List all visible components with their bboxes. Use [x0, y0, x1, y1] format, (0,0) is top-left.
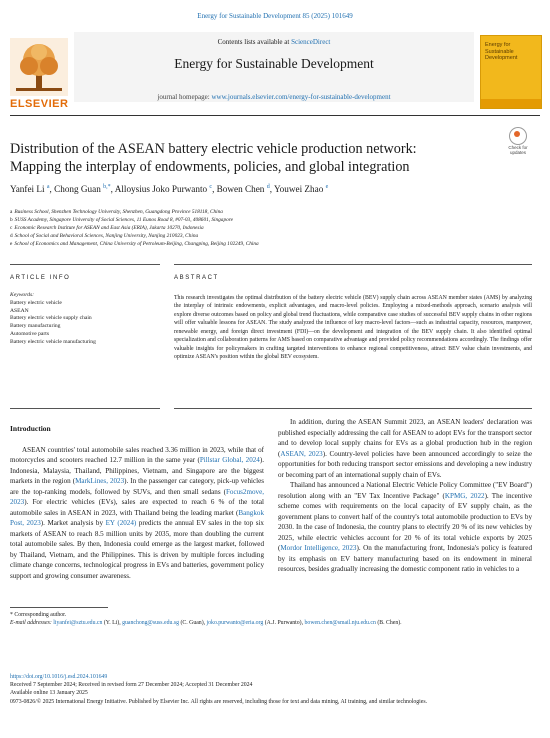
journal-homepage	[74, 93, 474, 101]
affiliations	[10, 208, 530, 248]
author-name: Youwei Zhao	[273, 184, 324, 195]
sciencedirect-link[interactable]: ScienceDirect	[291, 38, 331, 46]
email-link[interactable]: bowen.chen@smail.nju.edu.cn	[304, 620, 376, 627]
corresponding-author-note: * Corresponding author.	[10, 612, 67, 618]
available-online: Available online 13 January 2025	[10, 690, 88, 697]
author-affil-marker[interactable]: e	[325, 184, 329, 190]
article-info-heading: ARTICLE INFO	[10, 275, 71, 281]
journal-masthead	[10, 32, 540, 110]
text-run: ). Country-level policies have been announced accordingly to seize the opportunities for both reducing transport sector emissions and developing a new industry or becoming part of an international supply chain of EVs.	[278, 449, 532, 479]
cover-band	[481, 99, 541, 108]
author-affil-marker[interactable]: c	[209, 184, 213, 190]
author[interactable]	[217, 184, 270, 194]
citation-link[interactable]: Pillstar Global, 2024	[199, 456, 260, 464]
title-line-2: Mapping the interplay of endowments, policies, and global integration	[10, 159, 410, 175]
article-info-rule	[10, 264, 160, 265]
author-name: Yanfei Li	[10, 184, 45, 195]
email-owner: (C. Guan),	[180, 620, 206, 627]
keyword: Battery electric vehicle manufacturing	[10, 338, 96, 345]
author[interactable]	[115, 184, 212, 194]
abstract-heading: ABSTRACT	[174, 275, 219, 281]
doi-link[interactable]: https://doi.org/10.1016/j.esd.2024.101649	[10, 674, 108, 680]
affiliation	[10, 216, 530, 224]
body-paragraph	[278, 417, 532, 480]
affiliation-key: d	[10, 233, 13, 240]
affiliation	[10, 232, 530, 240]
abstract-rule	[174, 264, 532, 265]
running-header[interactable]: Energy for Sustainable Development 85 (2025) 101649	[197, 12, 353, 20]
copyright-notice: 0973-0826/© 2025 International Energy Initiative. Published by Elsevier Inc. All rights are reserved, including those for text and data mining, AI training, and similar technologies.	[10, 698, 428, 705]
title-line-1: Distribution of the ASEAN battery electric vehicle production network:	[10, 141, 417, 157]
keywords-block	[10, 292, 150, 347]
email-link[interactable]: joko.purwanto@eria.org	[206, 620, 264, 627]
body-paragraph	[10, 445, 264, 582]
author-name: Alloysius Joko Purwanto	[114, 184, 208, 195]
text-run: ). The incentive scheme comes with requirements on the local capacity of EV supply chain, as the government plans to convert half of the country's total automobile production to EVs by 2030. In the case of Indonesia, the country plans to electrify 20 % of its new vehicles by 2025, while electric vehicles account for 20 % of its total vehicle exports by 2025 (	[278, 491, 532, 552]
text-run: ). Market analysis by	[40, 519, 106, 527]
journal-cover-thumbnail[interactable]	[480, 35, 542, 109]
text-run: Thailand has announced a National Electric Vehicle Policy Committee ("EV Board") resolution along with an "EV Tax Incentive Package" (	[278, 481, 532, 500]
keyword: Battery electric vehicle	[10, 299, 62, 306]
email-label: E-mail addresses:	[10, 620, 52, 627]
text-run: predicts the annual EV sales in the top six markets of ASEAN to reach 8.5 million units by 2035, more than doubling the current total automobile sales. By then, Indonesia could emerge as the largest market, followed by Thailand, Vietnam, and the Philippines. This is driven by multiple forces including climate change concerns, technological progress in EVs and batteries, government policy support and growing consumer awareness.	[10, 519, 264, 580]
author-list: Yanfei Li $^a$, Chong Guan $^{b,*}$, Alloysius Joko Purwanto $^c$, Bowen Chen $^d$, Youwei Zhao $^e$	[10, 184, 329, 195]
abstract-bottom-rule	[174, 408, 532, 409]
article-metadata	[10, 673, 540, 706]
citation-link[interactable]: KPMG, 2022	[444, 491, 485, 500]
email-owner: (B. Chen).	[377, 620, 402, 627]
author[interactable]	[10, 184, 50, 194]
homepage-prefix: journal homepage:	[157, 93, 210, 101]
body-paragraph	[278, 480, 532, 575]
publisher-name: ELSEVIER	[10, 98, 69, 110]
homepage-link[interactable]: www.journals.elsevier.com/energy-for-sustainable-development	[211, 93, 391, 101]
author-affil-marker[interactable]: d	[266, 184, 270, 190]
check-for-updates-badge[interactable]	[505, 127, 531, 157]
footnote-rule	[10, 607, 108, 608]
citation-link[interactable]: Bangkok Post, 2023	[10, 508, 264, 527]
text-run: In addition, during the ASEAN Summit 2023, an ASEAN leaders' declaration was published especially addressing the call for ASEAN to adopt EVs for the transport sector and to develop local supply chains for EVs as a global production hub in the region (	[278, 418, 532, 458]
cover-title: Energy for Sustainable Development	[485, 42, 518, 61]
email-link[interactable]: liyanfei@sztu.edu.cn	[53, 620, 103, 627]
contents-prefix: Contents lists available at	[217, 38, 290, 46]
author-affil-marker[interactable]: a	[46, 184, 50, 190]
footnotes	[10, 611, 530, 628]
received-dates: Received 7 September 2024; Received in revised form 27 December 2024; Accepted 31 December 2024	[10, 682, 253, 689]
masthead-rule	[10, 115, 540, 116]
keyword: Battery manufacturing	[10, 323, 61, 330]
affiliation	[10, 240, 530, 248]
author[interactable]	[274, 184, 328, 194]
keyword: Automotive parts	[10, 330, 49, 337]
text-run: ). On the manufacturing front, Indonesia's policy is featured by its emphasis on EV battery manufacturing based on its endowment in mineral resources, besides gradually increasing the domestic component ratio in vehicles to a	[278, 544, 532, 573]
masthead-band	[74, 32, 474, 102]
text-run: ). Indonesia, Malaysia, Thailand, Philippines, Vietnam, and Singapore are the biggest markets in the region (	[10, 456, 264, 485]
affiliation-text: Economic Research Institute for ASEAN and East Asia (ERIA), Jakarta 10270, Indonesia	[14, 225, 204, 232]
citation-link[interactable]: EY (2024)	[105, 519, 137, 527]
email-owner: (Y. Li),	[103, 620, 121, 627]
affiliation	[10, 224, 530, 232]
affiliation-key: a	[10, 209, 13, 215]
affiliation-text: SUSS Academy, Singapore University of Social Sciences, 11 Eunos Road 8, #07-03, 408601, Singapore	[14, 217, 233, 224]
affiliation-text: Business School, Shenzhen Technology University, Shenzhen, Guangdong Province 518118, China	[14, 209, 223, 215]
author-name: Bowen Chen	[216, 184, 265, 195]
email-owner: (A.J. Purwanto),	[264, 620, 304, 627]
abstract-text: This research investigates the optimal distribution of the battery electric vehicle (BEV) supply chain across ASEAN member states (AMS) by analyzing the interplay of intrinsic endowments, explicit advantages, and macro-level policies. Employing a mixed-methods approach, scenario analysis will explore diverse outcomes based on policy and global trend fluctuations, while comparative case studies of successful BEV supply chains in other regions will offer valuable lessons for ASEAN. The study analyzed the influence of key macro-level factors—such as industrial capacity, resources, manpower, renewable energy, and foreign direct investment (FDI)—on the development and integration of the BEV supply chain. It also identified optimal specialization and collaboration patterns for AMS based on comparative advantage and provided policy recommendations accordingly. The findings offer valuable insights for policymakers in crafting targeted interventions to enhance regional competitiveness, attract BEV value chain investments, and optimize ASEAN's position within the global BEV ecosystem.	[174, 295, 532, 361]
elsevier-tree-icon	[10, 38, 68, 96]
text-run: ASEAN countries' total automobile sales reached 3.36 million in 2023, while that of motorcycles and scooters reached 12.7 million in the same year (	[10, 445, 264, 464]
article-title	[10, 140, 490, 176]
author-name: Chong Guan	[54, 184, 101, 195]
affiliation-key: b	[10, 217, 13, 224]
keyword: ASEAN	[10, 307, 29, 314]
elsevier-logo[interactable]	[10, 38, 68, 108]
keyword: Battery electric vehicle supply chain	[10, 315, 92, 322]
citation-link[interactable]: MarkLines, 2023	[75, 477, 125, 485]
text-run: ). In the passenger car category, pick-up vehicles are the top-ranking models, followed by SUVs, and then small sedans (	[10, 477, 264, 496]
affiliation	[10, 208, 530, 216]
citation-link[interactable]: ASEAN, 2023	[280, 449, 323, 458]
affiliation-text: School of Economics and Management, China University of Petroleum-Beijing, Changping, Beijing 102249, China	[14, 241, 259, 248]
journal-title[interactable]: Energy for Sustainable Development	[174, 56, 374, 71]
contents-line	[74, 38, 474, 46]
crossmark-icon	[509, 127, 527, 145]
affiliation-text: School of Social and Behavioral Sciences, Nanjing University, Nanjing 210023, China	[14, 233, 199, 240]
text-run: ). For electric vehicles (EVs), sales are expected to reach 6 % of the total automobile sales in ASEAN in 2023, with Thailand being the leading market (	[10, 498, 264, 517]
email-link[interactable]: guanchong@suss.edu.sg	[122, 620, 179, 627]
email-addresses	[10, 619, 530, 627]
section-heading-introduction: Introduction	[10, 424, 51, 433]
citation-link[interactable]: Mordor Intelligence, 2023	[280, 544, 357, 552]
author-affil-marker[interactable]: b,*	[103, 184, 111, 190]
article-info-bottom-rule	[10, 408, 160, 409]
affiliation-key: e	[10, 241, 13, 248]
affiliation-key: c	[10, 225, 13, 232]
check-updates-label: Check for updates	[508, 145, 528, 155]
body-column-left	[10, 424, 264, 581]
body-column-right	[278, 417, 532, 575]
author[interactable]	[54, 184, 111, 194]
keywords-label: Keywords:	[10, 292, 35, 298]
citation-link[interactable]: Focus2move, 2023	[10, 487, 264, 506]
